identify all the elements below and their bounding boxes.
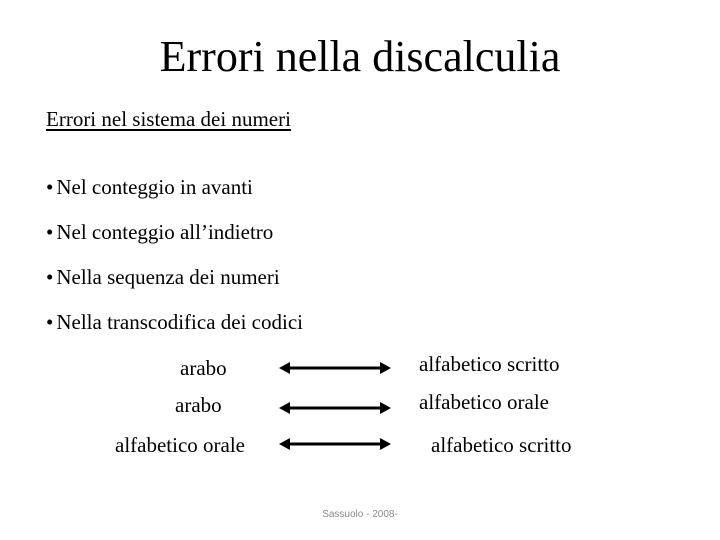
- slide-title: Errori nella discalculia: [159, 32, 561, 81]
- double-arrow-icon: [279, 361, 391, 375]
- bullet-text: Nella sequenza dei numeri: [56, 265, 280, 289]
- slide-subtitle: Errori nel sistema dei numeri: [46, 107, 291, 131]
- mapping-target: alfabetico scritto: [431, 433, 572, 457]
- mapping-target: alfabetico scritto: [419, 352, 560, 376]
- mapping-source: arabo: [175, 393, 222, 417]
- mapping-target: alfabetico orale: [419, 390, 549, 414]
- bullet-dot: •: [46, 220, 54, 244]
- bullet-text: Nel conteggio in avanti: [56, 175, 253, 199]
- mapping-source: alfabetico orale: [115, 433, 245, 457]
- bullet-text: Nel conteggio all’indietro: [56, 220, 274, 244]
- bullet-text: Nella transcodifica dei codici: [56, 310, 303, 334]
- bullet-dot: •: [46, 175, 54, 199]
- bullet-dot: •: [46, 310, 54, 334]
- mapping-source: arabo: [180, 356, 227, 380]
- double-arrow-icon: [279, 401, 391, 415]
- slide-footer: Sassuolo - 2008-: [322, 509, 398, 520]
- bullet-dot: •: [46, 265, 54, 289]
- double-arrow-icon: [279, 437, 391, 451]
